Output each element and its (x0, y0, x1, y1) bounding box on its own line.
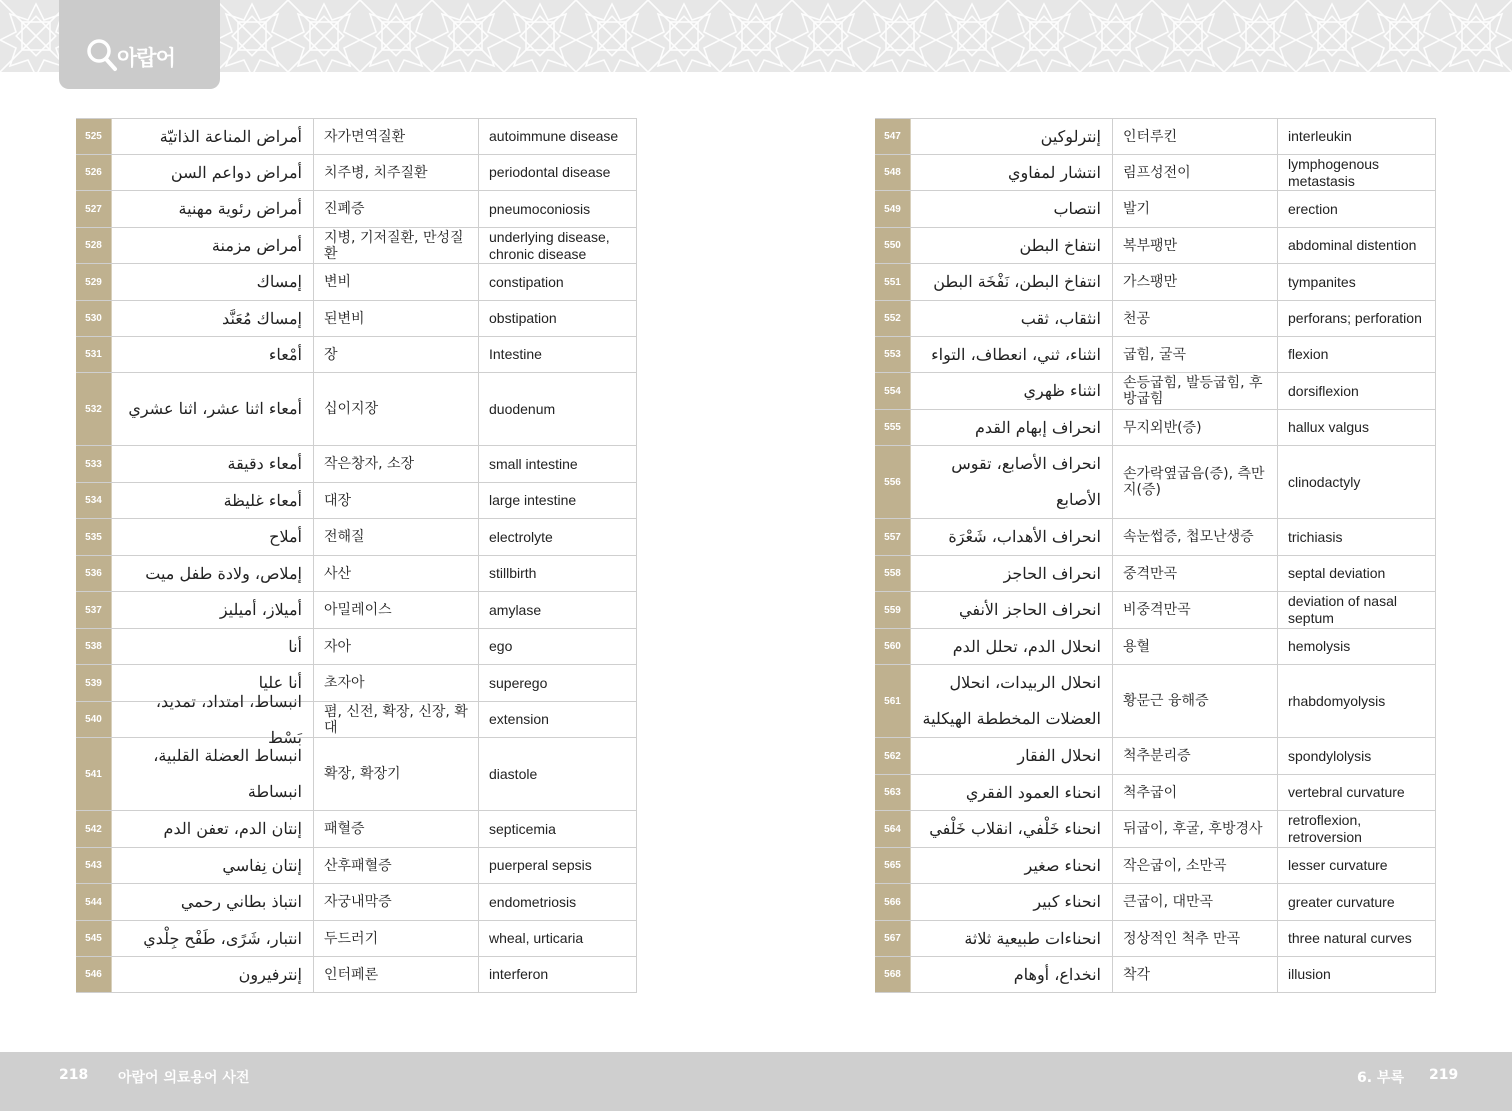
tab-label: 아랍어 (117, 46, 175, 70)
arabic-term: إنتان نِفاسي (112, 848, 314, 883)
term-row (875, 228, 1436, 264)
korean-term: 인터페론 (314, 957, 479, 992)
korean-term: 장 (314, 337, 479, 372)
term-number: 539 (76, 665, 112, 701)
korean-term: 폄, 신전, 확장, 신장, 확대 (314, 702, 479, 737)
term-row (76, 848, 637, 884)
korean-term: 큰굽이, 대만곡 (1113, 884, 1278, 920)
english-term: hemolysis (1278, 629, 1436, 664)
term-row (875, 191, 1436, 228)
term-number: 525 (76, 119, 112, 154)
term-row (875, 155, 1436, 191)
english-term: periodontal disease (479, 155, 637, 190)
english-term: Intestine (479, 337, 637, 372)
term-row (76, 519, 637, 556)
term-row (875, 592, 1436, 629)
term-row (76, 264, 637, 301)
term-number: 555 (875, 410, 911, 445)
korean-term: 두드러기 (314, 921, 479, 956)
arabic-term: إنترفيرون (112, 957, 314, 992)
english-term: pneumoconiosis (479, 191, 637, 227)
term-row (76, 691, 637, 747)
english-term: interleukin (1278, 119, 1436, 154)
term-row (875, 301, 1436, 337)
korean-term: 확장, 확장기 (314, 738, 479, 810)
arabic-term: إنتان الدم، تعفن الدم (112, 811, 314, 847)
arabic-term: انحراف الأهداب، شَعْرَة (911, 519, 1113, 555)
left-page-number: 218 (59, 1067, 89, 1083)
korean-term: 손등굽힘, 발등굽힘, 후방굽힘 (1113, 373, 1278, 409)
term-number: 541 (76, 738, 112, 810)
term-row (76, 921, 637, 957)
korean-term: 용혈 (1113, 629, 1278, 664)
term-number: 564 (875, 811, 911, 847)
term-row (76, 337, 637, 373)
arabic-term: انتباذ بطاني رحمي (112, 884, 314, 920)
term-row (76, 373, 637, 446)
arabic-term: انتفاخ البطن، نَفْخَة البطن (911, 264, 1113, 300)
arabic-term: انحراف الحاجز (911, 556, 1113, 591)
english-term: hallux valgus (1278, 410, 1436, 445)
term-row (76, 191, 637, 228)
english-term: clinodactyly (1278, 446, 1436, 518)
term-number: 535 (76, 519, 112, 555)
korean-term: 자궁내막증 (314, 884, 479, 920)
korean-term: 천공 (1113, 301, 1278, 336)
korean-term: 전해질 (314, 519, 479, 555)
english-term: underlying disease, chronic disease (479, 228, 637, 263)
arabic-term: انحراف الحاجز الأنفي (911, 592, 1113, 628)
term-row (875, 118, 1436, 155)
english-term: trichiasis (1278, 519, 1436, 555)
korean-term: 정상적인 척추 만곡 (1113, 921, 1278, 956)
korean-term: 된변비 (314, 301, 479, 336)
english-term: autoimmune disease (479, 119, 637, 154)
term-number: 568 (875, 957, 911, 992)
term-number: 527 (76, 191, 112, 227)
term-row (76, 811, 637, 848)
term-number: 559 (875, 592, 911, 628)
footer-bar (0, 1052, 1512, 1111)
english-term: obstipation (479, 301, 637, 336)
korean-term: 대장 (314, 483, 479, 518)
term-row (875, 519, 1436, 556)
arabic-term: أمعاء غليظة (112, 483, 314, 518)
term-number: 547 (875, 119, 911, 154)
term-row (76, 884, 637, 921)
english-term: lesser curvature (1278, 848, 1436, 883)
korean-term: 비중격만곡 (1113, 592, 1278, 628)
term-row (875, 775, 1436, 811)
korean-term: 척추분리증 (1113, 738, 1278, 774)
arabic-term: إمساك مُعَنَّد (112, 301, 314, 336)
arabic-term: انحناءات طبيعية ثلاثة (911, 921, 1113, 956)
korean-term: 발기 (1113, 191, 1278, 227)
term-number: 532 (76, 373, 112, 445)
arabic-term: انحلال الدم، تحلل الدم (911, 629, 1113, 664)
term-row (875, 848, 1436, 884)
language-tab[interactable] (59, 0, 220, 89)
korean-term: 패혈증 (314, 811, 479, 847)
term-number: 549 (875, 191, 911, 227)
english-term: three natural curves (1278, 921, 1436, 956)
term-row (76, 228, 637, 264)
korean-term: 황문근 융해증 (1113, 665, 1278, 737)
korean-term: 작은창자, 소장 (314, 446, 479, 482)
arabic-term: انحراف الأصابع، تقوس الأصابع (911, 446, 1113, 518)
korean-term: 작은굽이, 소만곡 (1113, 848, 1278, 883)
korean-term: 자가면역질환 (314, 119, 479, 154)
arabic-term: أنا (112, 629, 314, 664)
term-row (875, 811, 1436, 848)
term-number: 561 (875, 665, 911, 737)
english-term: rhabdomyolysis (1278, 665, 1436, 737)
arabic-term: انحناء صغير (911, 848, 1113, 883)
english-term: wheal, urticaria (479, 921, 637, 956)
arabic-term: انحناء العمود الفقري (911, 775, 1113, 810)
english-term: endometriosis (479, 884, 637, 920)
korean-term: 착각 (1113, 957, 1278, 992)
korean-term: 자아 (314, 629, 479, 664)
english-term: extension (479, 702, 637, 737)
arabic-term: أمعاء اثنا عشر، اثنا عشري (112, 373, 314, 445)
korean-term: 진폐증 (314, 191, 479, 227)
term-number: 550 (875, 228, 911, 263)
term-number: 545 (76, 921, 112, 956)
arabic-term: انحناء خَلْفي، انقلاب خَلْفي (911, 811, 1113, 847)
korean-term: 척추굽이 (1113, 775, 1278, 810)
english-term: dorsiflexion (1278, 373, 1436, 409)
arabic-term: أمراض رئوية مهنية (112, 191, 314, 227)
right-section-title: 6. 부록 (1357, 1070, 1404, 1086)
arabic-term: أميلاز، أميليز (112, 592, 314, 628)
korean-term: 지병, 기저질환, 만성질환 (314, 228, 479, 263)
term-number: 542 (76, 811, 112, 847)
term-number: 529 (76, 264, 112, 300)
english-term: perforans; perforation (1278, 301, 1436, 336)
term-number: 543 (76, 848, 112, 883)
korean-term: 림프성전이 (1113, 155, 1278, 190)
term-number: 560 (875, 629, 911, 664)
korean-term: 손가락옆굽음(증), 측만지(증) (1113, 446, 1278, 518)
arabic-term: انتصاب (911, 191, 1113, 227)
term-number: 533 (76, 446, 112, 482)
term-row (76, 155, 637, 191)
korean-term: 치주병, 치주질환 (314, 155, 479, 190)
term-number: 565 (875, 848, 911, 883)
term-number: 540 (76, 702, 112, 737)
term-number: 562 (875, 738, 911, 774)
right-page-number: 219 (1429, 1067, 1459, 1083)
term-row (875, 629, 1436, 665)
english-term: erection (1278, 191, 1436, 227)
term-number: 546 (76, 957, 112, 992)
arabic-term: انخداع، أوهام (911, 957, 1113, 992)
term-row (76, 118, 637, 155)
term-number: 528 (76, 228, 112, 263)
arabic-term: انحلال الربيدات، انحلال العضلات المخططة الهيكلية (911, 665, 1113, 737)
english-term: constipation (479, 264, 637, 300)
term-number: 544 (76, 884, 112, 920)
english-term: septicemia (479, 811, 637, 847)
korean-term: 초자아 (314, 665, 479, 701)
arabic-term: أنا عليا (112, 665, 314, 701)
arabic-term: انثقاب، ثقب (911, 301, 1113, 336)
term-row (875, 921, 1436, 957)
term-number: 563 (875, 775, 911, 810)
korean-term: 인터루킨 (1113, 119, 1278, 154)
korean-term: 무지외반(증) (1113, 410, 1278, 445)
term-row (875, 957, 1436, 993)
english-term: duodenum (479, 373, 637, 445)
korean-term: 가스팽만 (1113, 264, 1278, 300)
arabic-term: أملاح (112, 519, 314, 555)
right-term-table (875, 118, 1436, 993)
arabic-term: إملاص، ولادة طفل ميت (112, 556, 314, 591)
english-term: stillbirth (479, 556, 637, 591)
arabic-term: انحلال الفقار (911, 738, 1113, 774)
arabic-term: أمعاء دقيقة (112, 446, 314, 482)
english-term: spondylolysis (1278, 738, 1436, 774)
arabic-term: انتبار، شَرًى، طَفْح جِلْدي (112, 921, 314, 956)
term-row (76, 957, 637, 993)
english-term: amylase (479, 592, 637, 628)
arabic-term: أمراض المناعة الذاتيّة (112, 119, 314, 154)
korean-term: 뒤굽이, 후굴, 후방경사 (1113, 811, 1278, 847)
term-row (875, 446, 1436, 519)
english-term: vertebral curvature (1278, 775, 1436, 810)
english-term: diastole (479, 738, 637, 810)
korean-term: 십이지장 (314, 373, 479, 445)
term-number: 566 (875, 884, 911, 920)
english-term: greater curvature (1278, 884, 1436, 920)
term-row (875, 410, 1436, 446)
english-term: superego (479, 665, 637, 701)
term-row (76, 301, 637, 337)
term-number: 557 (875, 519, 911, 555)
left-term-table (76, 118, 637, 993)
search-icon (86, 38, 118, 77)
arabic-term: أمْعاء (112, 337, 314, 372)
english-term: puerperal sepsis (479, 848, 637, 883)
arabic-term: انبساط العضلة القلبية، انبساطة (112, 738, 314, 810)
term-row (76, 446, 637, 483)
term-number: 526 (76, 155, 112, 190)
arabic-term: انتشار لمفاوي (911, 155, 1113, 190)
term-row (875, 264, 1436, 301)
term-number: 537 (76, 592, 112, 628)
arabic-term: أمراض مزمنة (112, 228, 314, 263)
term-number: 554 (875, 373, 911, 409)
english-term: lymphogenous metastasis (1278, 155, 1436, 190)
term-number: 553 (875, 337, 911, 372)
korean-term: 변비 (314, 264, 479, 300)
english-term: abdominal distention (1278, 228, 1436, 263)
arabic-term: انتفاخ البطن (911, 228, 1113, 263)
english-term: illusion (1278, 957, 1436, 992)
arabic-term: إمساك (112, 264, 314, 300)
arabic-term: انبساط، امتداد، تمديد، بَسْط (112, 702, 314, 737)
term-row (875, 665, 1436, 738)
korean-term: 복부팽만 (1113, 228, 1278, 263)
english-term: flexion (1278, 337, 1436, 372)
arabic-term: إنترلوكين (911, 119, 1113, 154)
term-number: 530 (76, 301, 112, 336)
term-row (875, 738, 1436, 775)
arabic-term: انحراف إبهام القدم (911, 410, 1113, 445)
english-term: small intestine (479, 446, 637, 482)
term-row (76, 483, 637, 519)
term-number: 538 (76, 629, 112, 664)
term-number: 534 (76, 483, 112, 518)
term-row (76, 738, 637, 811)
arabic-term: انثناء ظهري (911, 373, 1113, 409)
term-number: 552 (875, 301, 911, 336)
term-number: 548 (875, 155, 911, 190)
term-number: 558 (875, 556, 911, 591)
left-book-title: 아랍어 의료용어 사전 (118, 1070, 250, 1086)
term-row (875, 337, 1436, 373)
english-term: ego (479, 629, 637, 664)
english-term: deviation of nasal septum (1278, 592, 1436, 628)
term-row (875, 373, 1436, 410)
arabic-term: أمراض دواعم السن (112, 155, 314, 190)
korean-term: 아밀레이스 (314, 592, 479, 628)
term-row (875, 556, 1436, 592)
english-term: retroflexion, retroversion (1278, 811, 1436, 847)
term-row (76, 629, 637, 665)
english-term: septal deviation (1278, 556, 1436, 591)
term-row (76, 592, 637, 629)
header-pattern (0, 0, 1512, 72)
english-term: large intestine (479, 483, 637, 518)
term-number: 536 (76, 556, 112, 591)
korean-term: 사산 (314, 556, 479, 591)
english-term: tympanites (1278, 264, 1436, 300)
korean-term: 속눈썹증, 첩모난생증 (1113, 519, 1278, 555)
arabic-term: انحناء كبير (911, 884, 1113, 920)
english-term: interferon (479, 957, 637, 992)
korean-term: 굽힘, 굴곡 (1113, 337, 1278, 372)
term-row (875, 884, 1436, 921)
term-number: 567 (875, 921, 911, 956)
term-number: 551 (875, 264, 911, 300)
korean-term: 중격만곡 (1113, 556, 1278, 591)
term-row (76, 556, 637, 592)
korean-term: 산후패혈증 (314, 848, 479, 883)
arabic-term: انثناء، ثني، انعطاف، التواء (911, 337, 1113, 372)
english-term: electrolyte (479, 519, 637, 555)
term-number: 531 (76, 337, 112, 372)
term-number: 556 (875, 446, 911, 518)
